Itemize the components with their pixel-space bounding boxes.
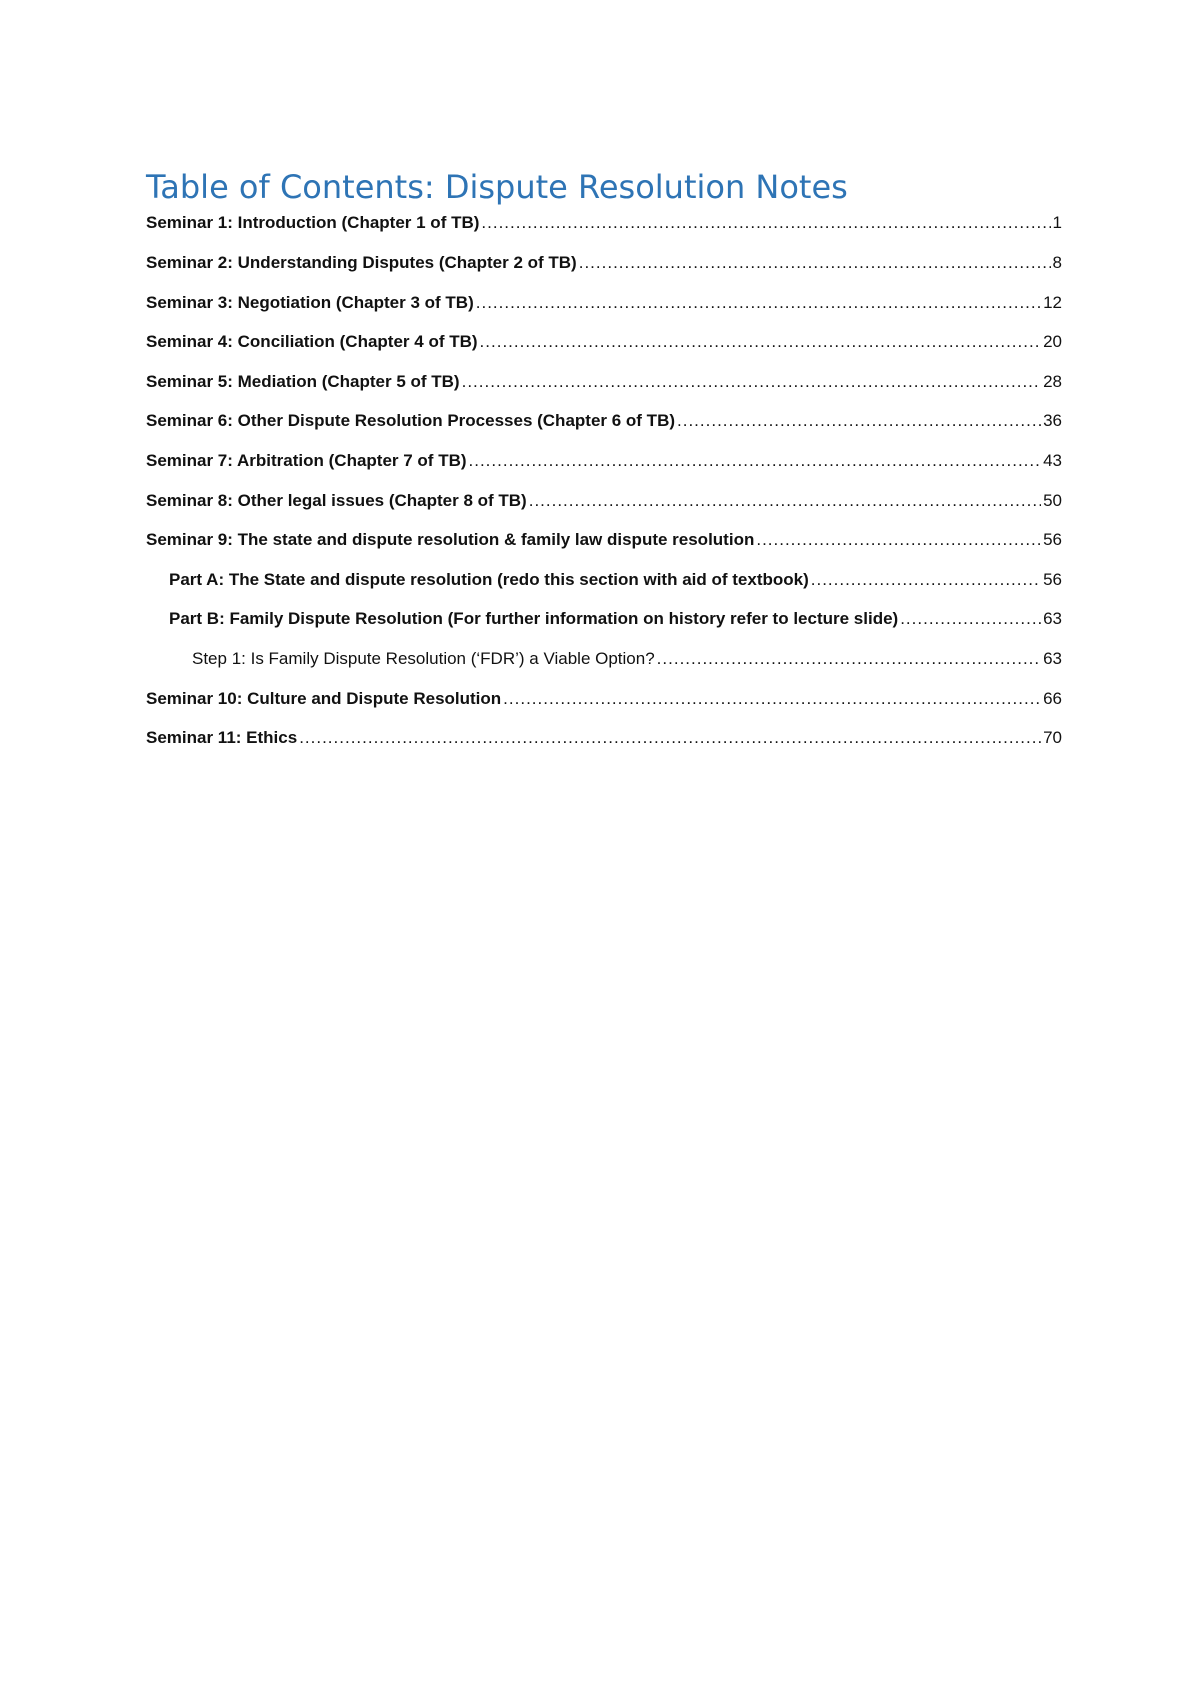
toc-dot-leader: [469, 450, 1042, 472]
toc-dot-leader: [462, 371, 1041, 393]
toc-dot-leader: [900, 608, 1041, 630]
toc-entry-text: Seminar 6: Other Dispute Resolution Processes (Chapter 6 of TB): [146, 411, 676, 431]
toc-dot-leader: [677, 410, 1041, 432]
toc-page-number: 20: [1043, 332, 1062, 352]
toc-entry-text: Part A: The State and dispute resolution (redo this section with aid of textbook): [169, 569, 809, 589]
toc-entry[interactable]: [146, 688, 1062, 728]
toc-entry-text: Part B: Family Dispute Resolution (For further information on history refer to lecture slide): [169, 609, 899, 629]
toc-entry[interactable]: [146, 648, 1062, 688]
toc-entry-text: Step 1: Is Family Dispute Resolution (‘FDR’) a Viable Option?: [192, 648, 655, 668]
toc-title: Table of Contents: Dispute Resolution Notes: [146, 168, 848, 206]
toc-entry-text: Seminar 1: Introduction (Chapter 1 of TB): [146, 213, 480, 233]
toc-entry-text: Seminar 4: Conciliation (Chapter 4 of TB): [146, 332, 478, 352]
toc-entry[interactable]: [146, 212, 1062, 252]
toc-dot-leader: [657, 648, 1041, 670]
toc-page-number: 66: [1043, 688, 1062, 708]
toc-dot-leader: [579, 252, 1051, 274]
toc-page-number: 63: [1043, 609, 1062, 629]
toc-page-number: 50: [1043, 490, 1062, 510]
toc-entry[interactable]: [146, 371, 1062, 411]
toc-page-number: 1: [1052, 213, 1062, 233]
toc-entry[interactable]: [146, 727, 1062, 767]
toc-dot-leader: [299, 727, 1041, 749]
toc-entry-text: Seminar 8: Other legal issues (Chapter 8 of TB): [146, 490, 527, 510]
toc-dot-leader: [811, 569, 1041, 591]
toc-page-number: 28: [1043, 371, 1062, 391]
toc-entry[interactable]: [146, 252, 1062, 292]
toc-page-number: 36: [1043, 411, 1062, 431]
toc-entry[interactable]: [146, 410, 1062, 450]
toc-list: [146, 212, 1062, 766]
toc-entry[interactable]: [146, 569, 1062, 609]
toc-page-number: 12: [1043, 292, 1062, 312]
toc-dot-leader: [529, 490, 1041, 512]
toc-entry-text: Seminar 3: Negotiation (Chapter 3 of TB): [146, 292, 474, 312]
table-of-contents: [146, 168, 1062, 767]
toc-entry-text: Seminar 2: Understanding Disputes (Chapter 2 of TB): [146, 252, 577, 272]
toc-dot-leader: [476, 292, 1041, 314]
toc-dot-leader: [503, 688, 1041, 710]
toc-page-number: 63: [1043, 648, 1062, 668]
toc-page-number: 43: [1043, 450, 1062, 470]
toc-entry-text: Seminar 9: The state and dispute resolution & family law dispute resolution: [146, 530, 755, 550]
toc-entry-text: Seminar 5: Mediation (Chapter 5 of TB): [146, 371, 460, 391]
toc-page-number: 70: [1043, 728, 1062, 748]
toc-dot-leader: [756, 529, 1041, 551]
toc-dot-leader: [481, 212, 1050, 234]
toc-entry[interactable]: [146, 331, 1062, 371]
toc-page-number: 56: [1043, 569, 1062, 589]
toc-page-number: 56: [1043, 530, 1062, 550]
toc-dot-leader: [480, 331, 1042, 353]
toc-entry[interactable]: [146, 292, 1062, 332]
toc-entry[interactable]: [146, 529, 1062, 569]
toc-entry[interactable]: [146, 490, 1062, 530]
toc-page-number: 8: [1052, 252, 1062, 272]
toc-entry[interactable]: [146, 608, 1062, 648]
toc-entry-text: Seminar 11: Ethics: [146, 728, 298, 748]
toc-entry-text: Seminar 7: Arbitration (Chapter 7 of TB): [146, 450, 467, 470]
toc-entry-text: Seminar 10: Culture and Dispute Resolution: [146, 688, 502, 708]
toc-entry[interactable]: [146, 450, 1062, 490]
